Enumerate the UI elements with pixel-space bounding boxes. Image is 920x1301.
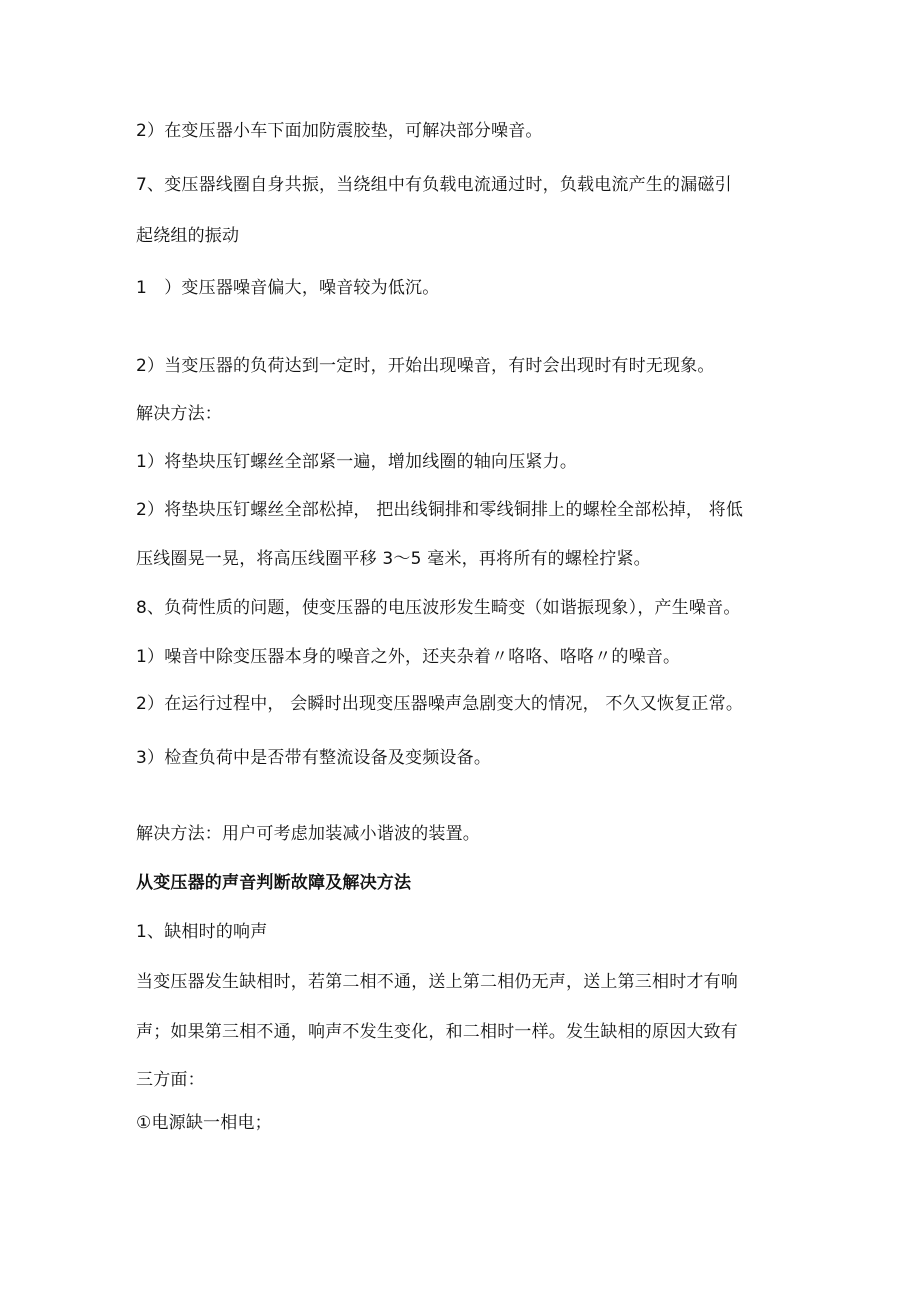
paragraph-line: 压线圈晃一晃，将高压线圈平移 3～5 毫米，再将所有的螺栓拧紧。	[136, 549, 651, 569]
paragraph-line: 三方面：	[136, 1070, 205, 1090]
paragraph-line: 1 ）变压器噪音偏大，噪音较为低沉。	[136, 278, 440, 298]
paragraph-line: 8、负荷性质的问题，使变压器的电压波形发生畸变（如谐振现象），产生噪音。	[136, 598, 741, 618]
paragraph-line: 2）在运行过程中， 会瞬时出现变压器噪声急剧变大的情况， 不久又恢复正常。	[136, 694, 744, 714]
paragraph-line: 2）在变压器小车下面加防震胶垫，可解决部分噪音。	[136, 121, 543, 141]
paragraph-line: 3）检查负荷中是否带有整流设备及变频设备。	[136, 748, 492, 768]
paragraph-line: 起绕组的振动	[136, 226, 240, 246]
paragraph-line: ①电源缺一相电；	[136, 1113, 272, 1133]
paragraph-line: 1）噪音中除变压器本身的噪音之外，还夹杂着〃咯咯、咯咯〃的噪音。	[136, 647, 681, 667]
paragraph-line: 解决方法：用户可考虑加装减小谐波的装置。	[136, 824, 480, 844]
paragraph-line: 解决方法：	[136, 404, 222, 424]
paragraph-line: 2）将垫块压钉螺丝全部松掉， 把出线铜排和零线铜排上的螺栓全部松掉， 将低	[136, 500, 744, 520]
paragraph-line: 7、变压器线圈自身共振，当绕组中有负载电流通过时，负载电流产生的漏磁引	[136, 175, 732, 195]
paragraph-line: 1）将垫块压钉螺丝全部紧一遍，增加线圈的轴向压紧力。	[136, 452, 578, 472]
paragraph-line: 1、缺相时的响声	[136, 922, 268, 942]
paragraph-line: 当变压器发生缺相时，若第二相不通，送上第二相仍无声，送上第三相时才有响	[136, 972, 738, 992]
paragraph-line: 声；如果第三相不通，响声不发生变化，和二相时一样。发生缺相的原因大致有	[136, 1022, 738, 1042]
section-heading: 从变压器的声音判断故障及解决方法	[136, 873, 412, 893]
paragraph-line: 2）当变压器的负荷达到一定时，开始出现噪音，有时会出现时有时无现象。	[136, 356, 715, 376]
